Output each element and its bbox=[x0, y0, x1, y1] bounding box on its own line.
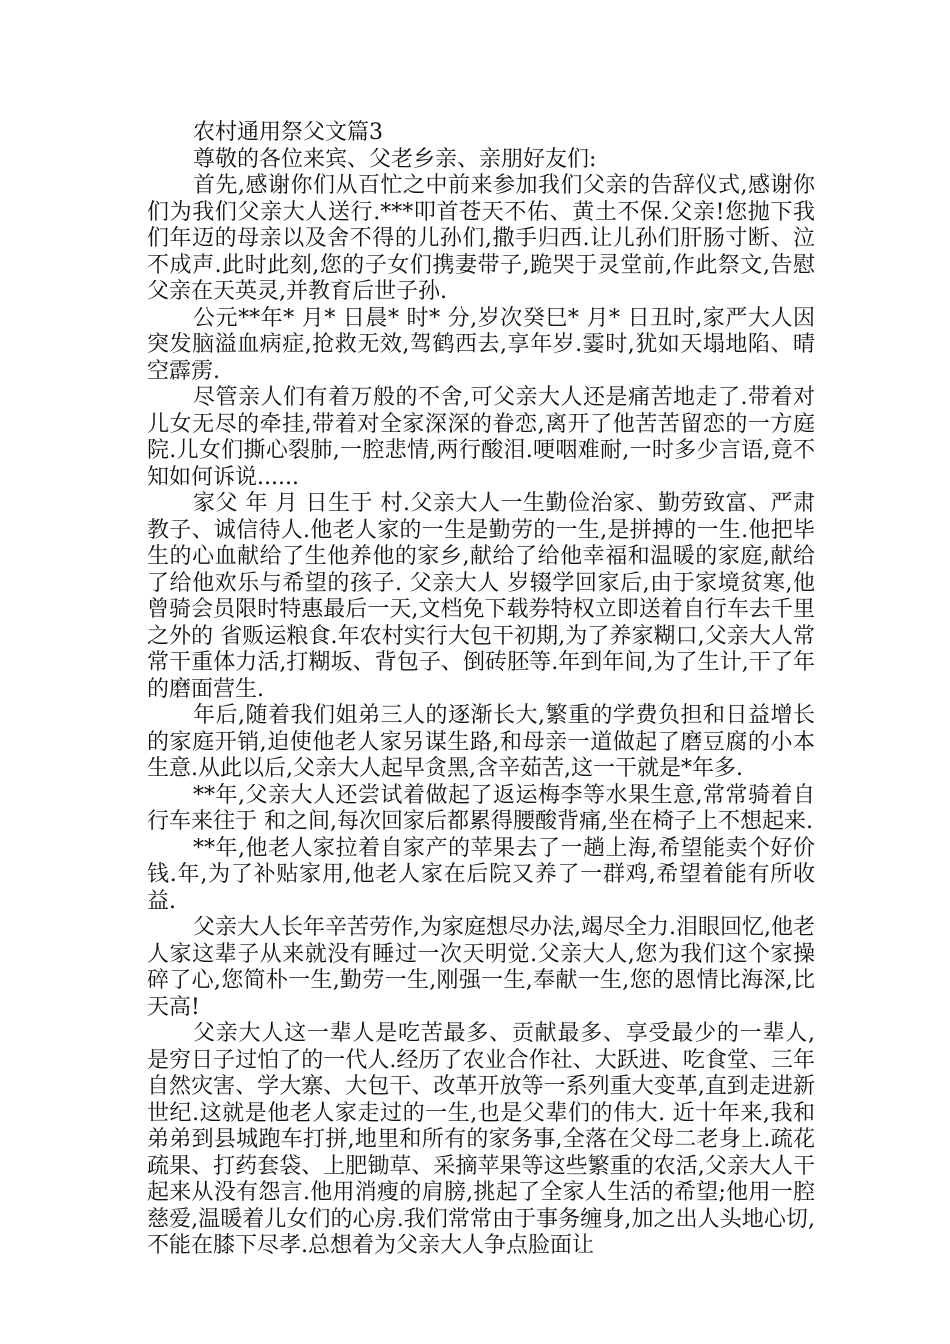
paragraph-1: 首先,感谢你们从百忙之中前来参加我们父亲的告辞仪式,感谢你们为我们父亲大人送行.***叩首苍天不佑、黄土不保.父亲!您抛下我们年迈的母亲以及舍不得的儿孙们,撒手归西.让儿孙们肝肠寸断、泣不成声.此时此刻,您的子女们携妻带子,跪哭于灵堂前,作此祭文,告慰父亲在天英灵,并教育后世子孙. bbox=[147, 173, 815, 304]
paragraph-9: 父亲大人这一辈人是吃苦最多、贡献最多、享受最少的一辈人,是穷日子过怕了的一代人.经历了农业合作社、大跃进、吃食堂、三年自然灾害、学大寨、大包干、改革开放等一系列重大变革,直到走进新世纪.这就是他老人家走过的一生,也是父辈们的伟大. 近十年来,我和弟弟到县城跑车打拼,地里和所有的家务事,全落在父母二老身上.疏花疏果、打药套袋、上肥锄草、采摘苹果等这些繁重的农活,父亲大人干起来从没有怨言.他用消瘦的肩膀,挑起了全家人生活的希望;他用一腔慈爱,温暖着儿女们的心房.我们常常由于事务缠身,加之出人头地心切,不能在膝下尽孝.总想着为父亲大人争点脸面让 bbox=[147, 1021, 815, 1258]
paragraph-7: **年,他老人家拉着自家产的苹果去了一趟上海,希望能卖个好价钱.年,为了补贴家用,他老人家在后院又养了一群鸡,希望着能有所收益. bbox=[147, 835, 815, 914]
paragraph-6: **年,父亲大人还尝试着做起了返运梅李等水果生意,常常骑着自行车来往于 和之间,每次回家后都累得腰酸背痛,坐在椅子上不想起来. bbox=[147, 782, 815, 834]
paragraph-5: 年后,随着我们姐弟三人的逐渐长大,繁重的学费负担和日益增长的家庭开销,迫使他老人家另谋生路,和母亲一道做起了磨豆腐的小本生意.从此以后,父亲大人起早贪黑,含辛茹苦,这一干就是*年多. bbox=[147, 703, 815, 781]
document-title: 农村通用祭父文篇3 bbox=[193, 120, 383, 145]
paragraph-3: 尽管亲人们有着万般的不舍,可父亲大人还是痛苦地走了.带着对儿女无尽的牵挂,带着对全家深深的眷恋,离开了他苦苦留恋的一方庭院.儿女们撕心裂肺,一腔悲情,两行酸泪.哽咽难耐,一时多少言语,竟不知如何诉说...... bbox=[147, 385, 815, 490]
document-page bbox=[147, 120, 815, 1260]
paragraph-4: 家父 年 月 日生于 村.父亲大人一生勤俭治家、勤劳致富、严肃教子、诚信待人.他老人家的一生是勤劳的一生,是拼搏的一生.他把毕生的心血献给了生他养他的家乡,献给了给他幸福和温暖的家庭,献给了给他欢乐与希望的孩子. 父亲大人 岁辍学回家后,由于家境贫寒,他曾骑会员限时特惠最后一天,文档免下载券特权立即送着自行车去千里之外的 省贩运粮食.年农村实行大包干初期,为了养家糊口,父亲大人常常干重体力活,打糊坂、背包子、倒砖胚等.年到年间,为了生计,干了年的磨面营生. bbox=[147, 491, 815, 702]
paragraph-2: 公元**年* 月* 日晨* 时* 分,岁次癸巳* 月* 日丑时,家严大人因突发脑溢血病症,抢救无效,驾鹤西去,享年岁.霎时,犹如天塌地陷、晴空霹雳. bbox=[147, 305, 815, 384]
salutation: 尊敬的各位来宾、父老乡亲、亲朋好友们: bbox=[193, 146, 597, 172]
paragraph-8: 父亲大人长年辛苦劳作,为家庭想尽办法,竭尽全力.泪眼回忆,他老人家这辈子从来就没有睡过一次天明觉.父亲大人,您为我们这个家操碎了心,您简朴一生,勤劳一生,刚强一生,奉献一生,您的恩情比海深,比天高! bbox=[147, 915, 815, 1020]
